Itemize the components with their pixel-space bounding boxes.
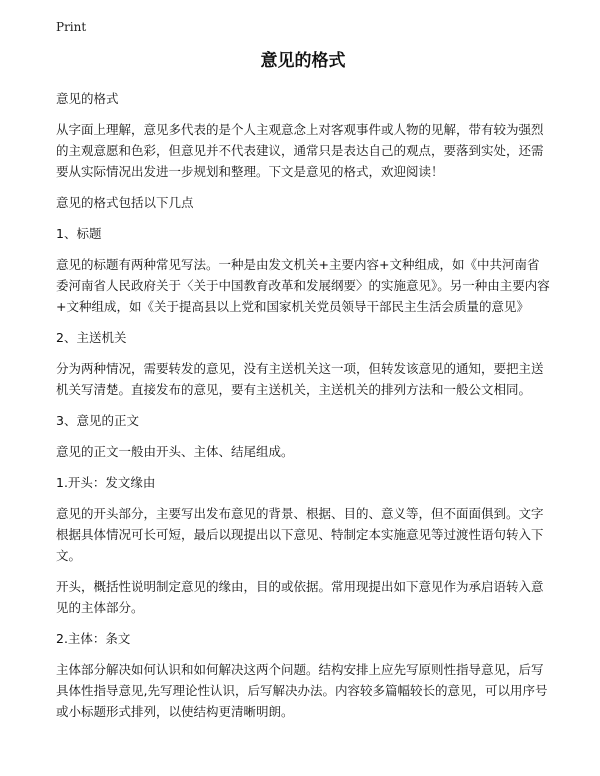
subheading-main: 2.主体：条文 bbox=[56, 631, 131, 646]
paragraph-recipient: 分为两种情况，需要转发的意见，没有主送机关这一项，但转发该意见的通知，要把主送机关写清楚。直接发布的意见，要有主送机关，主送机关的排列方法和一般公文相同。 bbox=[56, 361, 544, 397]
subheading-opening: 1.开头：发文缘由 bbox=[56, 475, 156, 490]
paragraph-body-structure: 意见的正文一般由开头、主体、结尾组成。 bbox=[56, 444, 294, 459]
paragraph-overview: 意见的格式包括以下几点 bbox=[56, 195, 194, 210]
section-heading-body: 3、意见的正文 bbox=[56, 413, 139, 428]
paragraph-title-rules: 意见的标题有两种常见写法。一种是由发文机关+主要内容+文种组成，如《中共河南省委河南省人民政府关于〈关于中国教育改革和发展纲要〉的实施意见》。另一种由主要内容+文种组成，如《关于提高县以上党和国家机关党员领导干部民主生活会质量的意见》 bbox=[56, 257, 550, 314]
print-link[interactable]: Print bbox=[56, 20, 87, 34]
page-title: 意见的格式 bbox=[260, 51, 346, 71]
paragraph-opening: 意见的开头部分，主要写出发布意见的背景、根据、目的、意义等，但不面面俱到。文字根据具体情况可长可短，最后以现提出以下意见、特制定本实施意见等过渡性语句转入下文。 bbox=[56, 506, 544, 563]
paragraph-opening-summary: 开头，概括性说明制定意见的缘由，目的或依据。常用现提出如下意见作为承启语转入意见的主体部分。 bbox=[56, 579, 544, 615]
section-heading-recipient: 2、主送机关 bbox=[56, 330, 127, 345]
paragraph-label: 意见的格式 bbox=[56, 91, 119, 106]
document-body bbox=[56, 50, 550, 732]
paragraph-main: 主体部分解决如何认识和如何解决这两个问题。结构安排上应先写原则性指导意见，后写具体性指导意见,先写理论性认识，后写解决办法。内容较多篇幅较长的意见，可以用序号或小标题形式排列，以使结构更清晰明朗。 bbox=[56, 662, 548, 719]
paragraph-intro: 从字面上理解，意见多代表的是个人主观意念上对客观事件或人物的见解，带有较为强烈的主观意愿和色彩，但意见并不代表建议，通常只是表达自己的观点，要落到实处，还需要从实际情况出发进一步规划和整理。下文是意见的格式，欢迎阅读！ bbox=[56, 122, 544, 179]
section-heading-title: 1、标题 bbox=[56, 226, 102, 241]
